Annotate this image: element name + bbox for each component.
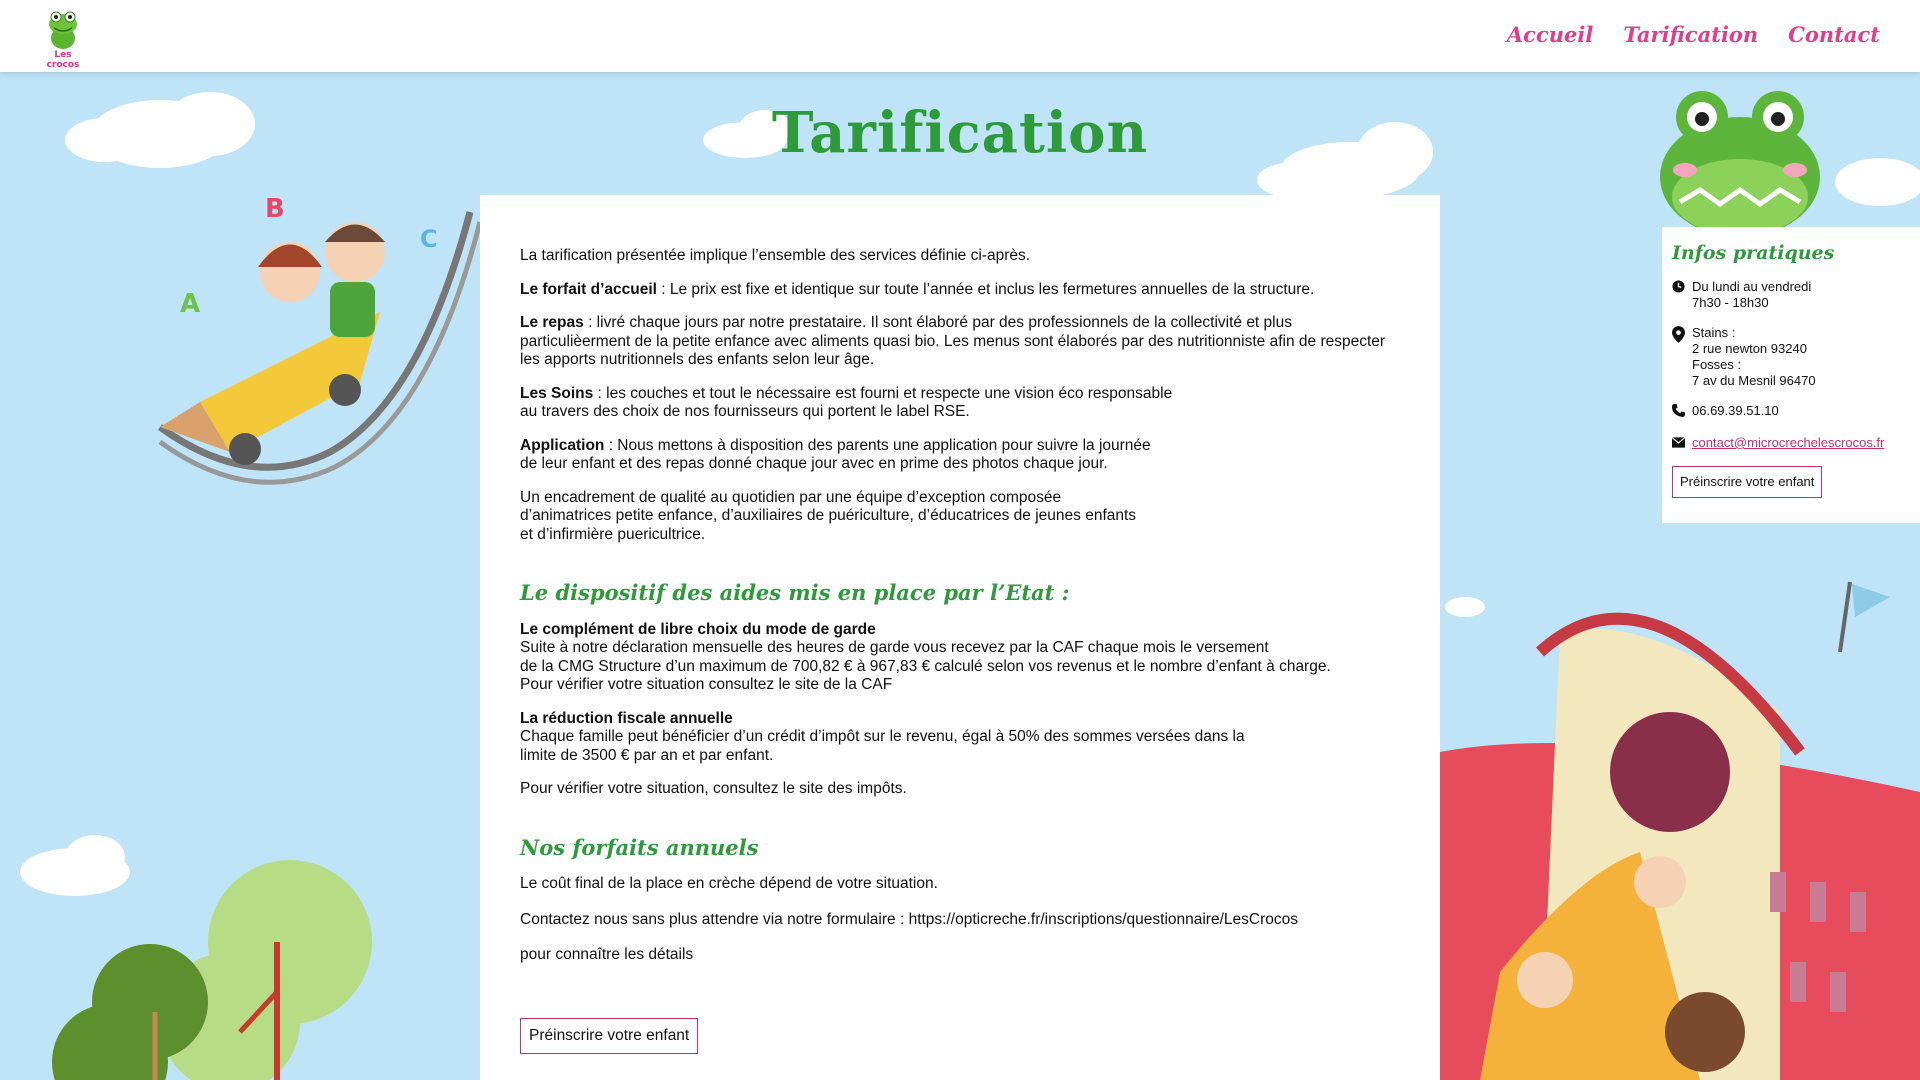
info-preinscription-button[interactable]: Préinscrire votre enfant [1672,466,1822,498]
cmg-line-3: Pour vérifier votre situation consultez le site de la CAF [520,676,893,693]
cmg-paragraph [520,621,1400,695]
phone-text: 06.69.39.51.10 [1692,403,1779,418]
app-text-2: de leur enfant et des repas donné chaque jour avec en prime des photos chaque jour. [520,455,1108,472]
nav-contact[interactable]: Contact [1788,22,1880,47]
cloud-icon [1445,597,1485,617]
svg-text:A: A [180,289,201,319]
phone-row [1672,403,1910,421]
envelope-icon [1672,435,1686,452]
encadrement-line-3: et d’infirmière puericultrice. [520,525,706,543]
app-label: Application [520,436,605,454]
encadrement-line-1: Un encadrement de qualité au quotidien par une équipe d’exception composée [520,488,1062,506]
hours-line-1: Du lundi au vendredi [1692,279,1812,294]
cmg-line-1: Suite à notre déclaration mensuelle des heures de garde vous recevez par la CAF chaque mois le versement [520,639,1269,656]
nav-accueil[interactable]: Accueil [1506,22,1594,47]
address-line-1: Stains : [1692,325,1736,340]
forfaits-section-title: Nos forfaits annuels [520,834,759,860]
logo[interactable] [38,8,88,70]
impots-text: Pour vérifier votre situation, consultez le site des impôts. [520,780,907,797]
pricing-content-panel [480,195,1440,1080]
infos-pratiques-box [1662,227,1920,523]
map-pin-icon [1672,325,1686,389]
fiscal-line-2: limite de 3500 € par an et par enfant. [520,746,774,764]
croco-logo-icon [38,8,88,52]
address-line-2: 2 rue newton 93240 [1692,341,1807,356]
address-row [1672,325,1910,389]
page-title: Tarification [771,100,1149,166]
croco-mascot-illustration [1640,82,1840,232]
soins-paragraph [520,385,1400,422]
repas-text: : livré chaque jours par notre prestataire. Il sont élaboré par des professionnels de la collectivité et plus particulièerment de la petite enfance avec aliments quasi bio. Les menus sont élaborés par des nutritionniste afin de respecter les apports nutritionnels des enfants selon leur âge. [520,314,1386,368]
app-text: : Nous mettons à disposition des parents une application pour suivre la journée [604,436,1151,454]
details-text: pour connaître les détails [520,946,694,963]
cmg-label: Le complément de libre choix du mode de garde [520,620,876,638]
forfait-label: Le forfait d’accueil [520,280,657,298]
main-nav [1507,22,1880,47]
roller-coaster-kids-illustration [160,194,480,482]
hours-row [1672,279,1910,311]
svg-text:B: B [265,194,285,224]
address-text [1692,325,1816,389]
fiscal-paragraph [520,710,1400,766]
cloud-icon [20,835,130,896]
cmg-line-2: de la CMG Structure d’un maximum de 700,82 € à 967,83 € calculé selon vos revenus et le nombre d’enfant à charge. [520,657,1331,675]
contact-line-text: Contactez nous sans plus attendre via notre formulaire : https://opticreche.fr/inscriptions/questionnaire/LesCrocos [520,910,1298,928]
fiscal-label: La réduction fiscale annuelle [520,709,733,727]
phone-icon [1672,403,1686,421]
top-navigation-bar [0,0,1920,72]
fiscal-line-1: Chaque famille peut bénéficier d’un crédit d’impôt sur le revenu, égal à 50% des sommes versées dans la [520,728,1245,745]
logo-text: Les crocos [46,50,80,70]
intro-text: La tarification présentée implique l’ensemble des services définie ci-après. [520,247,1031,264]
hours-text [1692,279,1811,311]
clock-icon [1672,279,1686,311]
infos-pratiques-title: Infos pratiques [1672,242,1835,264]
email-link[interactable]: contact@microcrechelescrocos.fr [1692,435,1885,450]
encadrement-paragraph [520,489,1400,545]
repas-paragraph [520,314,1400,370]
address-line-4: 7 av du Mesnil 96470 [1692,373,1816,388]
cout-text: Le coût final de la place en crèche dépend de votre situation. [520,875,938,892]
encadrement-line-2: d’animatrices petite enfance, d’auxiliaires de puériculture, d’éducatrices de jeunes enfants [520,507,1137,524]
email-row [1672,435,1910,452]
nav-tarification[interactable]: Tarification [1623,22,1759,47]
aides-section-title: Le dispositif des aides mis en place par l’Etat : [520,580,1070,605]
school-kids-illustration [1440,582,1920,1080]
hours-line-2: 7h30 - 18h30 [1692,295,1769,310]
svg-text:C: C [420,225,438,253]
address-line-3: Fosses : [1692,357,1742,372]
forfait-paragraph [520,281,1400,300]
spacer [520,980,1400,1012]
soins-label: Les Soins [520,384,594,402]
soins-text: : les couches et tout le nécessaire est fourni et respecte une vision éco responsable [593,384,1173,402]
app-paragraph [520,437,1400,474]
soins-text-2: au travers des choix de nos fournisseurs qui portent le label RSE. [520,403,970,420]
repas-label: Le repas [520,314,584,331]
preinscription-button[interactable]: Préinscrire votre enfant [520,1018,698,1055]
forfait-text: : Le prix est fixe et identique sur toute l’année et inclus les fermetures annuelles de la structure. [656,280,1315,298]
